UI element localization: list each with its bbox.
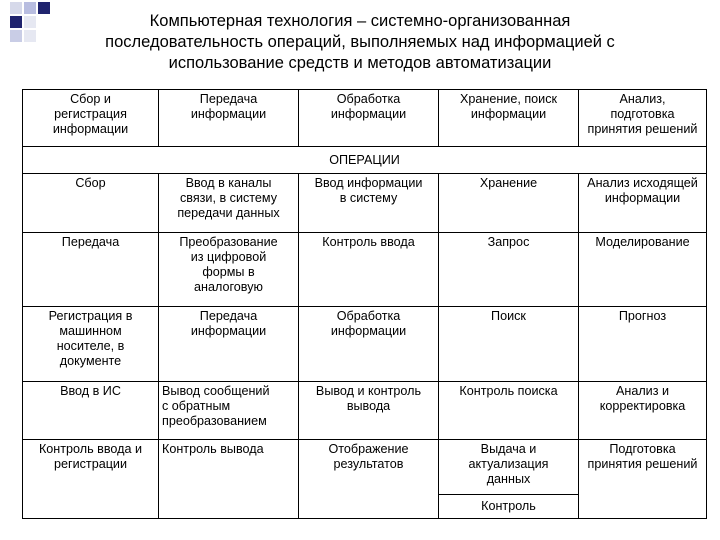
table-cell: Прогноз <box>579 307 707 382</box>
table-cell: Анализ и корректировка <box>579 382 707 440</box>
table-cell: Моделирование <box>579 233 707 307</box>
table-cell: Ввод в ИС <box>23 382 159 440</box>
decor-square <box>10 2 22 14</box>
header-cell: Обработка информации <box>299 90 439 147</box>
table-cell: Преобразование из цифровой формы в аналоговую <box>159 233 299 307</box>
table-cell-control: Контроль <box>439 495 579 519</box>
decor-square <box>24 16 36 28</box>
table-row <box>23 233 707 307</box>
title-line: последовательность операций, выполняемых над информацией с <box>105 33 615 51</box>
title-line: использование средств и методов автоматизации <box>168 54 552 72</box>
table-cell: Передача <box>23 233 159 307</box>
decor-square <box>24 30 36 42</box>
table-cell: Регистрация в машинном носителе, в документе <box>23 307 159 382</box>
title-line: Компьютерная технология – системно-организованная <box>149 12 571 30</box>
table-cell: Запрос <box>439 233 579 307</box>
table-cell: Обработка информации <box>299 307 439 382</box>
table-cell: Контроль ввода <box>299 233 439 307</box>
table-row <box>23 440 707 495</box>
decor-square <box>10 16 22 28</box>
table-cell: Вывод сообщений с обратным преобразованием <box>159 382 299 440</box>
table-cell: Подготовка принятия решений <box>579 440 707 519</box>
operations-label-row <box>23 147 707 174</box>
table-cell: Хранение <box>439 174 579 233</box>
table-cell: Поиск <box>439 307 579 382</box>
table-cell: Выдача и актуализация данных <box>439 440 579 495</box>
table-cell: Ввод информации в систему <box>299 174 439 233</box>
header-cell: Хранение, поиск информации <box>439 90 579 147</box>
table-cell: Передача информации <box>159 307 299 382</box>
table-cell: Отображение результатов <box>299 440 439 519</box>
table-cell: Контроль ввода и регистрации <box>23 440 159 519</box>
table-cell: Контроль поиска <box>439 382 579 440</box>
table-cell: Анализ исходящей информации <box>579 174 707 233</box>
table-row <box>23 382 707 440</box>
table-row <box>23 307 707 382</box>
header-cell: Анализ, подготовка принятия решений <box>579 90 707 147</box>
table-cell: Сбор <box>23 174 159 233</box>
operations-table <box>22 89 707 519</box>
decor-square <box>24 2 36 14</box>
table-header-row <box>23 90 707 147</box>
table-cell: Контроль вывода <box>159 440 299 519</box>
header-cell: Передача информации <box>159 90 299 147</box>
decor-square <box>10 30 22 42</box>
table-cell: Вывод и контроль вывода <box>299 382 439 440</box>
header-cell: Сбор и регистрация информации <box>23 90 159 147</box>
slide-title <box>40 11 680 74</box>
table-cell: Ввод в каналы связи, в систему передачи данных <box>159 174 299 233</box>
table-row <box>23 174 707 233</box>
operations-label: ОПЕРАЦИИ <box>23 147 707 174</box>
